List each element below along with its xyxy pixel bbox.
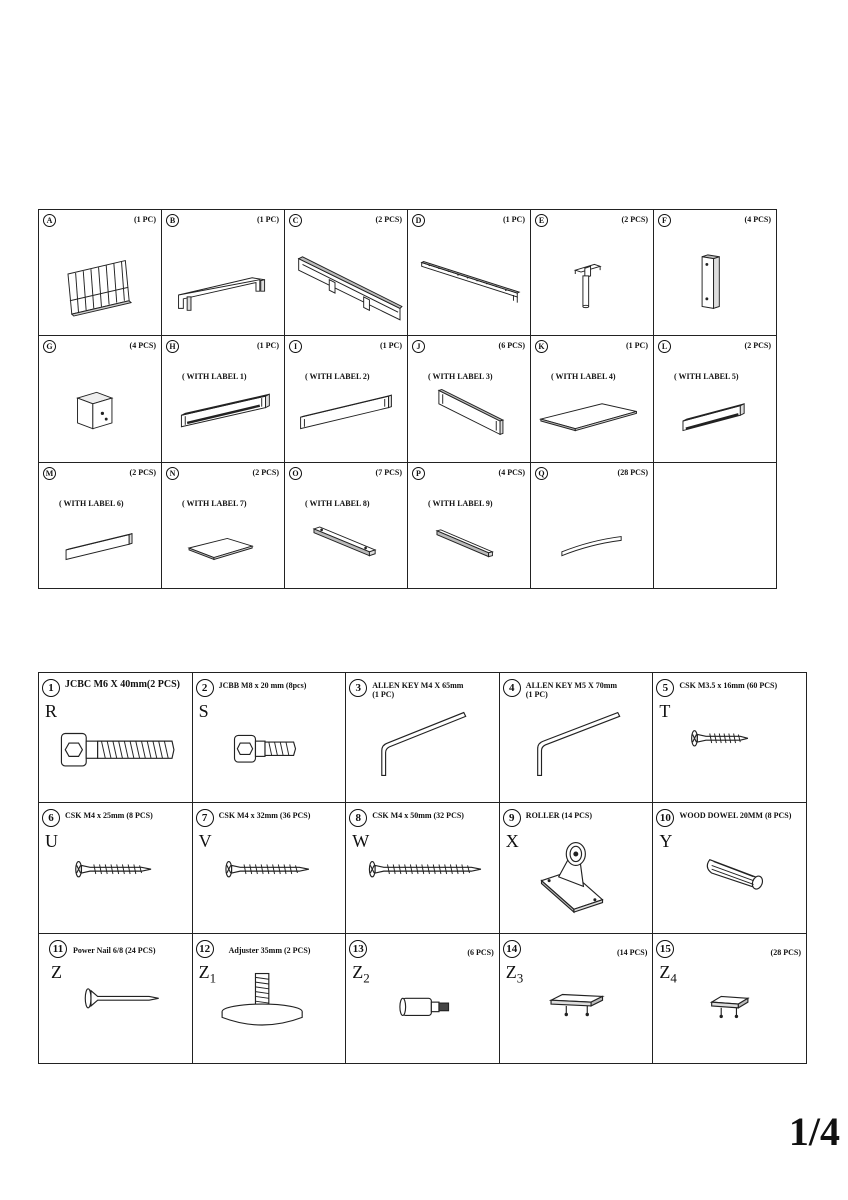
- hardware-code: $Z_4$: [659, 961, 677, 986]
- hardware-code: S: [198, 701, 209, 721]
- hardware-cell-9: [500, 803, 654, 933]
- part-quantity: (7 PCS): [375, 467, 402, 477]
- screw-u-drawing: [39, 833, 192, 928]
- shelf-n-drawing: [162, 483, 284, 584]
- hardware-number: 2: [196, 679, 214, 697]
- hardware-number: 6: [42, 809, 60, 827]
- hardware-number: 11: [49, 940, 67, 958]
- part-quantity: (2 PCS): [744, 341, 771, 351]
- part-quantity: (1 PC): [380, 341, 402, 351]
- hardware-title: JCBB M8 x 20 mm (8pcs): [218, 681, 307, 690]
- hardware-grid: [38, 672, 807, 1064]
- hardware-title: CSK M3.5 x 16mm (60 PCS): [679, 681, 778, 690]
- power-nail-drawing: [39, 961, 192, 1059]
- part-label: ( WITH LABEL 9): [428, 498, 493, 508]
- part-cell-f: [654, 210, 777, 336]
- part-letter: P: [412, 467, 425, 480]
- part-letter: N: [166, 467, 179, 480]
- hardware-number: 7: [196, 809, 214, 827]
- part-quantity: (4 PCS): [129, 341, 156, 351]
- part-quantity: (1 PC): [257, 341, 279, 351]
- part-quantity: (2 PCS): [621, 215, 648, 224]
- hardware-title: ALLEN KEY M5 X 70mm (1 PC): [525, 681, 618, 699]
- part-cell-b: [162, 210, 285, 336]
- part-cell-k: [531, 336, 654, 462]
- part-quantity: (6 PCS): [498, 341, 525, 351]
- hardware-code: X: [505, 831, 519, 852]
- hardware-cell-6: [39, 803, 193, 933]
- hardware-title: ALLEN KEY M4 X 65mm (1 PC): [372, 681, 464, 699]
- part-letter: J: [412, 340, 425, 353]
- bottom-board-drawing: [531, 356, 653, 457]
- screw-v-drawing: [193, 833, 346, 928]
- part-letter: D: [412, 214, 425, 227]
- screw-t-drawing: [653, 703, 806, 798]
- panel-i-drawing: [285, 356, 407, 457]
- hardware-code: W: [352, 831, 370, 852]
- hardware-quantity: (28 PCS): [770, 947, 801, 957]
- hardware-number: 4: [503, 679, 521, 697]
- bolt-r-drawing: [39, 703, 192, 798]
- hardware-cell-10: [653, 803, 807, 933]
- panel-m-drawing: [39, 483, 161, 584]
- part-quantity: (4 PCS): [498, 467, 525, 477]
- hardware-title: CSK M4 x 32mm (36 PCS): [218, 811, 311, 821]
- allen-key-m5-drawing: [500, 703, 653, 798]
- hardware-code: T: [659, 701, 671, 721]
- side-rail-drawing: [285, 230, 407, 331]
- part-label: ( WITH LABEL 6): [59, 498, 124, 508]
- part-letter: Q: [535, 467, 548, 480]
- hardware-title: Power Nail 6/8 (24 PCS): [73, 945, 156, 955]
- hardware-cell-14: [500, 934, 654, 1064]
- part-cell-q: [531, 463, 654, 589]
- hardware-title: ROLLER (14 PCS): [525, 811, 593, 821]
- hardware-number: 3: [349, 679, 367, 697]
- part-cell-e: [531, 210, 654, 336]
- part-cell-c: [285, 210, 408, 336]
- part-cell-o: [285, 463, 408, 589]
- page-number: 1/4: [788, 1109, 840, 1154]
- part-letter: H: [166, 340, 179, 353]
- hardware-number: 13: [349, 940, 367, 958]
- adjuster-drawing: [193, 961, 346, 1059]
- part-cell-p: [408, 463, 531, 589]
- hardware-code: Y: [659, 831, 673, 852]
- part-quantity: (1 PC): [134, 215, 156, 224]
- hardware-cell-11: [39, 934, 193, 1064]
- part-letter: E: [535, 214, 548, 227]
- slat-o-drawing: [285, 483, 407, 584]
- cam-bolt-drawing: [346, 961, 499, 1059]
- part-letter: B: [166, 214, 179, 227]
- hardware-number: 5: [656, 679, 674, 697]
- part-letter: F: [658, 214, 671, 227]
- part-letter: K: [535, 340, 548, 353]
- support-leg-drawing: [531, 230, 653, 331]
- hardware-quantity: (14 PCS): [616, 947, 648, 957]
- part-label: ( WITH LABEL 1): [182, 372, 247, 382]
- hardware-number: 10: [656, 809, 674, 827]
- part-label: ( WITH LABEL 7): [182, 498, 247, 508]
- part-cell-g: [39, 336, 162, 462]
- hardware-code: $Z_3$: [505, 961, 524, 986]
- allen-key-m4-drawing: [346, 703, 499, 798]
- part-label: ( WITH LABEL 5): [674, 372, 739, 382]
- hardware-quantity: (6 PCS): [467, 947, 494, 957]
- part-cell-d: [408, 210, 531, 336]
- hardware-code: Z: [51, 961, 62, 982]
- hardware-cell-15: [653, 934, 807, 1064]
- hardware-title: Adjuster 35mm (2 PCS): [228, 945, 311, 955]
- hardware-title: CSK M4 x 25mm (8 PCS): [65, 811, 153, 821]
- part-quantity: (2 PCS): [129, 467, 156, 477]
- hardware-number: 15: [656, 940, 674, 958]
- part-cell-l: [654, 336, 777, 462]
- part-label: ( WITH LABEL 3): [428, 372, 493, 382]
- part-letter: M: [43, 467, 56, 480]
- hardware-title: JCBC M6 X 40mm(2 PCS): [65, 679, 180, 690]
- bent-slat-drawing: [531, 483, 653, 584]
- hardware-title: WOOD DOWEL 20MM (8 PCS): [679, 811, 792, 821]
- wood-dowel-drawing: [653, 833, 806, 928]
- part-quantity: (4 PCS): [744, 215, 771, 224]
- panel-l-drawing: [654, 356, 776, 457]
- footboard-drawing: [162, 230, 284, 331]
- bracket-small-drawing: [653, 961, 806, 1059]
- hardware-title: CSK M4 x 50mm (32 PCS): [372, 811, 464, 821]
- panel-j-drawing: [408, 356, 530, 457]
- block-drawing: [654, 230, 776, 331]
- bracket-large-drawing: [500, 961, 653, 1059]
- part-cell-j: [408, 336, 531, 462]
- hardware-number: 9: [503, 809, 521, 827]
- hardware-cell-1: [39, 673, 193, 803]
- part-letter: L: [658, 340, 671, 353]
- part-letter: G: [43, 340, 56, 353]
- hardware-number: 14: [503, 940, 521, 958]
- part-letter: C: [289, 214, 302, 227]
- hardware-code: R: [45, 701, 58, 721]
- hardware-cell-5: [653, 673, 807, 803]
- empty-cell: [654, 463, 777, 589]
- hardware-cell-13: [346, 934, 500, 1064]
- part-letter: I: [289, 340, 302, 353]
- part-quantity: (2 PCS): [252, 467, 279, 477]
- part-quantity: (1 PC): [257, 215, 279, 224]
- hardware-cell-7: [193, 803, 347, 933]
- part-cell-a: [39, 210, 162, 336]
- hardware-code: U: [45, 831, 58, 852]
- headboard-drawing: [39, 230, 161, 331]
- hardware-cell-4: [500, 673, 654, 803]
- bolt-s-drawing: [193, 703, 346, 798]
- part-cell-n: [162, 463, 285, 589]
- part-cell-i: [285, 336, 408, 462]
- hardware-cell-8: [346, 803, 500, 933]
- part-quantity: (1 PC): [626, 341, 648, 351]
- panel-parts-grid: [38, 209, 777, 589]
- part-quantity: (28 PCS): [617, 467, 648, 477]
- hardware-number: 8: [349, 809, 367, 827]
- part-quantity: (2 PCS): [375, 215, 402, 224]
- hardware-cell-3: [346, 673, 500, 803]
- part-quantity: (1 PC): [503, 215, 525, 224]
- slat-p-drawing: [408, 483, 530, 584]
- part-cell-m: [39, 463, 162, 589]
- hardware-cell-12: [193, 934, 347, 1064]
- hardware-number: 1: [42, 679, 60, 697]
- part-letter: O: [289, 467, 302, 480]
- part-cell-h: [162, 336, 285, 462]
- hardware-code: $Z_2$: [352, 961, 370, 986]
- screw-w-drawing: [346, 833, 499, 928]
- hardware-cell-2: [193, 673, 347, 803]
- hardware-number: 12: [196, 940, 214, 958]
- part-letter: A: [43, 214, 56, 227]
- part-label: ( WITH LABEL 4): [551, 372, 616, 382]
- hardware-code: $Z_1$: [198, 961, 217, 986]
- part-label: ( WITH LABEL 8): [305, 498, 370, 508]
- drawer-front-drawing: [162, 356, 284, 457]
- cube-drawing: [39, 356, 161, 457]
- hardware-code: V: [198, 831, 212, 852]
- center-beam-drawing: [408, 230, 530, 331]
- roller-drawing: [500, 833, 653, 928]
- part-label: ( WITH LABEL 2): [305, 372, 370, 382]
